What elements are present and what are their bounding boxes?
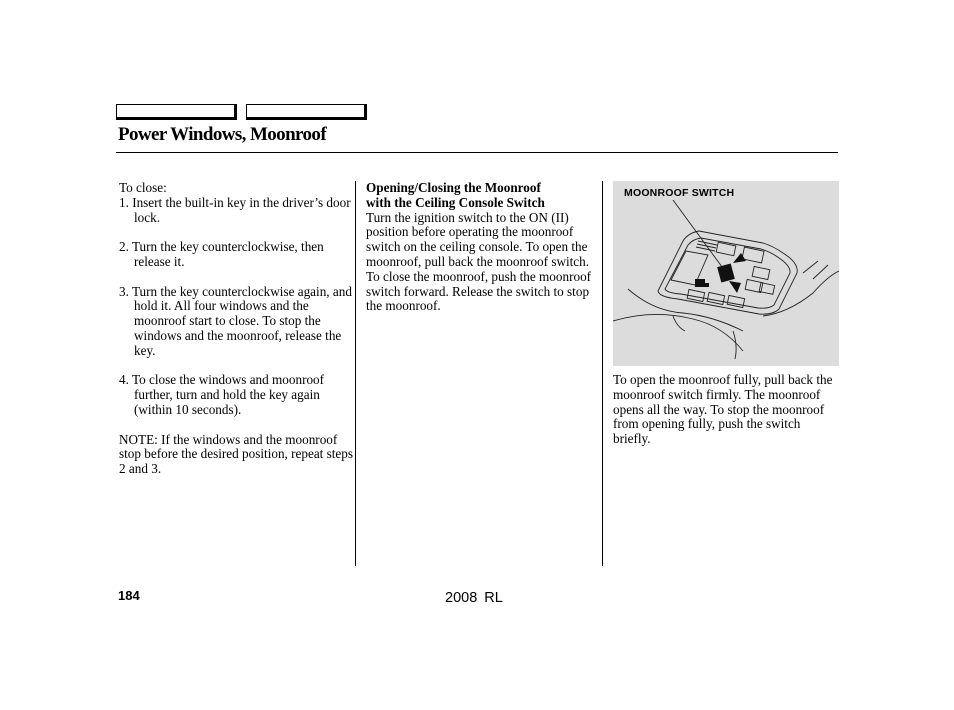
step-1: 1. Insert the built-in key in the driver’s door lock. [119, 194, 351, 225]
footer-model-name: 2008 RL [445, 590, 503, 606]
note-text: NOTE: If the windows and the moonroof stop before the desired position, repeat steps 2 and 3. [119, 431, 354, 477]
step-4: 4. To close the windows and moonroof further, turn and hold the key again (within 10 seconds). [119, 372, 325, 417]
nav-tab-previous[interactable] [116, 104, 237, 120]
ceiling-console-drawing [613, 181, 839, 366]
title-divider [116, 152, 838, 153]
moonroof-switch-illustration [613, 181, 839, 366]
nav-tab-contents[interactable] [246, 104, 367, 120]
column-divider [355, 181, 356, 566]
step-2: 2. Turn the key counterclockwise, then release it. [119, 239, 324, 269]
section-heading: Opening/Closing the Moonroof with the Ceiling Console Switch [366, 180, 545, 210]
closing-instructions [119, 181, 355, 477]
column-divider [602, 181, 603, 566]
section-body: Turn the ignition switch to the ON (II) position before operating the moonroof switch on the ceiling console. To open the moonroof, pull back the moonroof switch. To close the moonroof, push the moonroof switch forward. Release the switch to stop the moonroof. [366, 209, 592, 314]
full-open-instructions [613, 373, 839, 447]
figure-label: MOONROOF SWITCH [624, 187, 735, 199]
ceiling-console-section [366, 181, 592, 314]
full-open-text: To open the moonroof fully, pull back the moonroof switch firmly. The moonroof opens all the way. To stop the moonroof from opening fully, push the switch briefly. [613, 372, 833, 447]
page-title: Power Windows, Moonroof [118, 124, 327, 145]
page-number: 184 [118, 588, 140, 603]
intro-text: To close: [119, 180, 167, 195]
step-3: 3. Turn the key counterclockwise again, and hold it. All four windows and the moonroof start to close. To stop the windows and the moonroof, release the key. [119, 283, 352, 358]
